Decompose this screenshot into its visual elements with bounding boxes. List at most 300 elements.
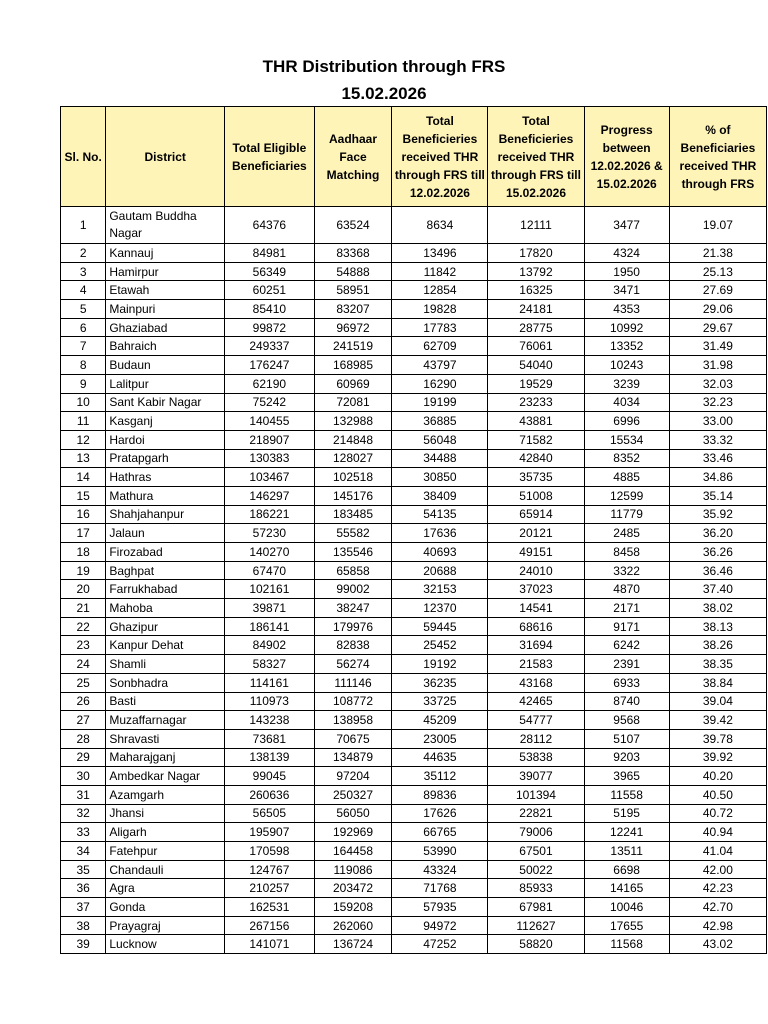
cell-total-eligible: 186221	[225, 505, 315, 524]
col-header-sl-no: Sl. No.	[61, 107, 106, 207]
cell-till-15-02: 31694	[488, 636, 584, 655]
cell-sl-no: 5	[61, 300, 106, 319]
cell-aadhaar: 82838	[314, 636, 392, 655]
cell-total-eligible: 170598	[225, 842, 315, 861]
cell-percent: 39.78	[669, 729, 766, 748]
cell-district: Hardoi	[106, 430, 225, 449]
cell-sl-no: 26	[61, 692, 106, 711]
cell-district: Budaun	[106, 356, 225, 375]
cell-sl-no: 14	[61, 468, 106, 487]
cell-total-eligible: 267156	[225, 916, 315, 935]
cell-sl-no: 20	[61, 580, 106, 599]
cell-sl-no: 4	[61, 281, 106, 300]
cell-sl-no: 23	[61, 636, 106, 655]
cell-till-15-02: 28112	[488, 729, 584, 748]
cell-aadhaar: 56274	[314, 655, 392, 674]
cell-sl-no: 22	[61, 617, 106, 636]
cell-district: Prayagraj	[106, 916, 225, 935]
cell-total-eligible: 73681	[225, 729, 315, 748]
cell-aadhaar: 136724	[314, 935, 392, 954]
cell-progress: 4353	[584, 300, 669, 319]
cell-aadhaar: 97204	[314, 767, 392, 786]
cell-total-eligible: 124767	[225, 860, 315, 879]
cell-till-12-02: 13496	[392, 244, 488, 263]
cell-total-eligible: 114161	[225, 673, 315, 692]
cell-till-15-02: 71582	[488, 430, 584, 449]
cell-total-eligible: 210257	[225, 879, 315, 898]
cell-district: Hathras	[106, 468, 225, 487]
cell-percent: 36.26	[669, 543, 766, 562]
cell-aadhaar: 262060	[314, 916, 392, 935]
cell-district: Gautam Buddha Nagar	[106, 207, 225, 244]
cell-progress: 13352	[584, 337, 669, 356]
cell-aadhaar: 65858	[314, 561, 392, 580]
cell-aadhaar: 128027	[314, 449, 392, 468]
cell-aadhaar: 38247	[314, 599, 392, 618]
cell-district: Jhansi	[106, 804, 225, 823]
cell-till-12-02: 43797	[392, 356, 488, 375]
cell-till-15-02: 49151	[488, 543, 584, 562]
cell-district: Ghazipur	[106, 617, 225, 636]
cell-till-12-02: 12854	[392, 281, 488, 300]
cell-till-12-02: 33725	[392, 692, 488, 711]
table-row	[61, 935, 767, 954]
cell-district: Maharajganj	[106, 748, 225, 767]
cell-till-15-02: 42840	[488, 449, 584, 468]
col-header-aadhaar-face-matching: Aadhaar Face Matching	[314, 107, 392, 207]
cell-till-15-02: 68616	[488, 617, 584, 636]
cell-till-12-02: 94972	[392, 916, 488, 935]
cell-till-12-02: 53990	[392, 842, 488, 861]
cell-till-15-02: 17820	[488, 244, 584, 263]
cell-district: Azamgarh	[106, 785, 225, 804]
cell-progress: 8352	[584, 449, 669, 468]
cell-district: Kasganj	[106, 412, 225, 431]
table-row	[61, 505, 767, 524]
cell-percent: 36.20	[669, 524, 766, 543]
cell-aadhaar: 119086	[314, 860, 392, 879]
cell-sl-no: 25	[61, 673, 106, 692]
table-row	[61, 580, 767, 599]
cell-sl-no: 32	[61, 804, 106, 823]
cell-aadhaar: 203472	[314, 879, 392, 898]
cell-till-15-02: 65914	[488, 505, 584, 524]
cell-total-eligible: 58327	[225, 655, 315, 674]
cell-progress: 2485	[584, 524, 669, 543]
cell-percent: 38.84	[669, 673, 766, 692]
cell-sl-no: 10	[61, 393, 106, 412]
cell-sl-no: 21	[61, 599, 106, 618]
cell-progress: 11558	[584, 785, 669, 804]
cell-sl-no: 37	[61, 898, 106, 917]
cell-total-eligible: 60251	[225, 281, 315, 300]
cell-percent: 42.00	[669, 860, 766, 879]
cell-percent: 35.92	[669, 505, 766, 524]
cell-total-eligible: 260636	[225, 785, 315, 804]
cell-till-15-02: 79006	[488, 823, 584, 842]
col-header-till-12-02: Total Beneficieries received THR through FRS till 12.02.2026	[392, 107, 488, 207]
cell-till-15-02: 42465	[488, 692, 584, 711]
cell-sl-no: 16	[61, 505, 106, 524]
cell-progress: 14165	[584, 879, 669, 898]
cell-progress: 2391	[584, 655, 669, 674]
col-header-till-15-02: Total Beneficieries received THR through FRS till 15.02.2026	[488, 107, 584, 207]
cell-percent: 37.40	[669, 580, 766, 599]
cell-sl-no: 33	[61, 823, 106, 842]
cell-sl-no: 13	[61, 449, 106, 468]
cell-sl-no: 18	[61, 543, 106, 562]
cell-till-12-02: 59445	[392, 617, 488, 636]
cell-percent: 32.23	[669, 393, 766, 412]
cell-till-12-02: 25452	[392, 636, 488, 655]
cell-percent: 27.69	[669, 281, 766, 300]
cell-till-12-02: 36885	[392, 412, 488, 431]
cell-progress: 4870	[584, 580, 669, 599]
table-row	[61, 244, 767, 263]
cell-district: Bahraich	[106, 337, 225, 356]
cell-aadhaar: 58951	[314, 281, 392, 300]
cell-till-15-02: 14541	[488, 599, 584, 618]
cell-till-12-02: 19199	[392, 393, 488, 412]
cell-progress: 6996	[584, 412, 669, 431]
cell-progress: 6242	[584, 636, 669, 655]
cell-till-15-02: 50022	[488, 860, 584, 879]
cell-aadhaar: 132988	[314, 412, 392, 431]
table-row	[61, 916, 767, 935]
cell-district: Chandauli	[106, 860, 225, 879]
cell-total-eligible: 67470	[225, 561, 315, 580]
cell-total-eligible: 84902	[225, 636, 315, 655]
cell-till-12-02: 23005	[392, 729, 488, 748]
cell-till-12-02: 34488	[392, 449, 488, 468]
cell-percent: 41.04	[669, 842, 766, 861]
cell-till-15-02: 76061	[488, 337, 584, 356]
table-row	[61, 300, 767, 319]
cell-till-15-02: 20121	[488, 524, 584, 543]
cell-progress: 10992	[584, 318, 669, 337]
cell-aadhaar: 63524	[314, 207, 392, 244]
cell-aadhaar: 159208	[314, 898, 392, 917]
cell-sl-no: 39	[61, 935, 106, 954]
cell-till-12-02: 17783	[392, 318, 488, 337]
cell-percent: 42.98	[669, 916, 766, 935]
table-row	[61, 711, 767, 730]
cell-district: Kannauj	[106, 244, 225, 263]
table-row	[61, 617, 767, 636]
cell-sl-no: 38	[61, 916, 106, 935]
cell-aadhaar: 102518	[314, 468, 392, 487]
cell-district: Gonda	[106, 898, 225, 917]
cell-district: Sant Kabir Nagar	[106, 393, 225, 412]
cell-total-eligible: 62190	[225, 374, 315, 393]
cell-progress: 3477	[584, 207, 669, 244]
cell-percent: 38.13	[669, 617, 766, 636]
cell-progress: 11568	[584, 935, 669, 954]
cell-till-12-02: 35112	[392, 767, 488, 786]
cell-aadhaar: 192969	[314, 823, 392, 842]
cell-till-12-02: 89836	[392, 785, 488, 804]
cell-till-15-02: 21583	[488, 655, 584, 674]
cell-progress: 4885	[584, 468, 669, 487]
cell-till-15-02: 43168	[488, 673, 584, 692]
thr-distribution-table	[60, 106, 767, 954]
cell-district: Pratapgarh	[106, 449, 225, 468]
col-header-progress: Progress between 12.02.2026 & 15.02.2026	[584, 107, 669, 207]
cell-till-15-02: 22821	[488, 804, 584, 823]
cell-district: Shahjahanpur	[106, 505, 225, 524]
cell-percent: 39.04	[669, 692, 766, 711]
cell-till-15-02: 43881	[488, 412, 584, 431]
header-row	[61, 107, 767, 207]
cell-district: Farrukhabad	[106, 580, 225, 599]
cell-till-12-02: 47252	[392, 935, 488, 954]
cell-total-eligible: 138139	[225, 748, 315, 767]
cell-progress: 6698	[584, 860, 669, 879]
cell-till-12-02: 19828	[392, 300, 488, 319]
cell-progress: 15534	[584, 430, 669, 449]
cell-progress: 5107	[584, 729, 669, 748]
table-row	[61, 543, 767, 562]
cell-progress: 17655	[584, 916, 669, 935]
cell-total-eligible: 162531	[225, 898, 315, 917]
cell-district: Mahoba	[106, 599, 225, 618]
cell-total-eligible: 99872	[225, 318, 315, 337]
cell-total-eligible: 140270	[225, 543, 315, 562]
cell-progress: 3239	[584, 374, 669, 393]
cell-aadhaar: 70675	[314, 729, 392, 748]
cell-sl-no: 30	[61, 767, 106, 786]
cell-till-12-02: 62709	[392, 337, 488, 356]
cell-till-15-02: 37023	[488, 580, 584, 599]
cell-percent: 25.13	[669, 262, 766, 281]
cell-total-eligible: 103467	[225, 468, 315, 487]
cell-aadhaar: 111146	[314, 673, 392, 692]
table-row	[61, 561, 767, 580]
cell-progress: 3322	[584, 561, 669, 580]
table-row	[61, 468, 767, 487]
cell-total-eligible: 57230	[225, 524, 315, 543]
cell-district: Ambedkar Nagar	[106, 767, 225, 786]
cell-till-12-02: 36235	[392, 673, 488, 692]
cell-till-12-02: 66765	[392, 823, 488, 842]
report-title: THR Distribution through FRS	[262, 57, 506, 76]
cell-district: Ghaziabad	[106, 318, 225, 337]
cell-district: Mainpuri	[106, 300, 225, 319]
report-date: 15.02.2026	[341, 84, 427, 103]
cell-till-15-02: 28775	[488, 318, 584, 337]
cell-till-12-02: 44635	[392, 748, 488, 767]
cell-till-15-02: 67981	[488, 898, 584, 917]
table-body	[61, 207, 767, 954]
table-row	[61, 337, 767, 356]
cell-aadhaar: 214848	[314, 430, 392, 449]
cell-till-15-02: 85933	[488, 879, 584, 898]
cell-till-15-02: 101394	[488, 785, 584, 804]
cell-sl-no: 27	[61, 711, 106, 730]
cell-till-12-02: 43324	[392, 860, 488, 879]
cell-till-15-02: 53838	[488, 748, 584, 767]
cell-percent: 21.38	[669, 244, 766, 263]
cell-percent: 35.14	[669, 486, 766, 505]
cell-progress: 2171	[584, 599, 669, 618]
cell-district: Mathura	[106, 486, 225, 505]
table-row	[61, 430, 767, 449]
cell-total-eligible: 195907	[225, 823, 315, 842]
table-row	[61, 655, 767, 674]
cell-till-12-02: 11842	[392, 262, 488, 281]
cell-total-eligible: 218907	[225, 430, 315, 449]
cell-till-12-02: 57935	[392, 898, 488, 917]
cell-sl-no: 29	[61, 748, 106, 767]
cell-progress: 12599	[584, 486, 669, 505]
table-row	[61, 262, 767, 281]
cell-district: Kanpur Dehat	[106, 636, 225, 655]
table-row	[61, 898, 767, 917]
cell-total-eligible: 140455	[225, 412, 315, 431]
cell-aadhaar: 96972	[314, 318, 392, 337]
cell-progress: 3965	[584, 767, 669, 786]
cell-till-15-02: 23233	[488, 393, 584, 412]
cell-district: Muzaffarnagar	[106, 711, 225, 730]
cell-percent: 33.46	[669, 449, 766, 468]
cell-progress: 6933	[584, 673, 669, 692]
cell-sl-no: 34	[61, 842, 106, 861]
cell-sl-no: 17	[61, 524, 106, 543]
cell-progress: 9171	[584, 617, 669, 636]
table-row	[61, 207, 767, 244]
cell-district: Etawah	[106, 281, 225, 300]
cell-sl-no: 3	[61, 262, 106, 281]
cell-till-12-02: 8634	[392, 207, 488, 244]
table-row	[61, 785, 767, 804]
cell-progress: 11779	[584, 505, 669, 524]
cell-till-12-02: 32153	[392, 580, 488, 599]
col-header-district: District	[106, 107, 225, 207]
cell-progress: 8740	[584, 692, 669, 711]
cell-percent: 19.07	[669, 207, 766, 244]
cell-aadhaar: 168985	[314, 356, 392, 375]
cell-total-eligible: 85410	[225, 300, 315, 319]
cell-percent: 31.49	[669, 337, 766, 356]
cell-percent: 38.26	[669, 636, 766, 655]
cell-total-eligible: 249337	[225, 337, 315, 356]
cell-progress: 4034	[584, 393, 669, 412]
table-row	[61, 374, 767, 393]
cell-sl-no: 6	[61, 318, 106, 337]
table-row	[61, 636, 767, 655]
cell-aadhaar: 60969	[314, 374, 392, 393]
table-row	[61, 767, 767, 786]
cell-district: Firozabad	[106, 543, 225, 562]
cell-percent: 29.06	[669, 300, 766, 319]
cell-progress: 12241	[584, 823, 669, 842]
cell-till-15-02: 39077	[488, 767, 584, 786]
cell-progress: 9568	[584, 711, 669, 730]
cell-sl-no: 28	[61, 729, 106, 748]
table-row	[61, 673, 767, 692]
cell-sl-no: 24	[61, 655, 106, 674]
cell-total-eligible: 110973	[225, 692, 315, 711]
cell-aadhaar: 83368	[314, 244, 392, 263]
cell-aadhaar: 83207	[314, 300, 392, 319]
cell-total-eligible: 102161	[225, 580, 315, 599]
cell-percent: 36.46	[669, 561, 766, 580]
cell-district: Fatehpur	[106, 842, 225, 861]
cell-total-eligible: 75242	[225, 393, 315, 412]
cell-progress: 8458	[584, 543, 669, 562]
cell-sl-no: 35	[61, 860, 106, 879]
cell-total-eligible: 84981	[225, 244, 315, 263]
cell-district: Shamli	[106, 655, 225, 674]
cell-aadhaar: 145176	[314, 486, 392, 505]
cell-district: Agra	[106, 879, 225, 898]
cell-till-15-02: 112627	[488, 916, 584, 935]
cell-district: Jalaun	[106, 524, 225, 543]
cell-till-15-02: 67501	[488, 842, 584, 861]
cell-percent: 33.32	[669, 430, 766, 449]
cell-aadhaar: 250327	[314, 785, 392, 804]
cell-total-eligible: 130383	[225, 449, 315, 468]
cell-total-eligible: 176247	[225, 356, 315, 375]
cell-percent: 32.03	[669, 374, 766, 393]
cell-till-12-02: 19192	[392, 655, 488, 674]
cell-till-15-02: 19529	[488, 374, 584, 393]
cell-till-15-02: 13792	[488, 262, 584, 281]
cell-sl-no: 19	[61, 561, 106, 580]
cell-till-12-02: 45209	[392, 711, 488, 730]
table-row	[61, 823, 767, 842]
cell-sl-no: 12	[61, 430, 106, 449]
cell-total-eligible: 99045	[225, 767, 315, 786]
cell-sl-no: 15	[61, 486, 106, 505]
cell-percent: 42.23	[669, 879, 766, 898]
cell-district: Lalitpur	[106, 374, 225, 393]
cell-total-eligible: 146297	[225, 486, 315, 505]
cell-till-12-02: 38409	[392, 486, 488, 505]
table-row	[61, 412, 767, 431]
cell-till-12-02: 17636	[392, 524, 488, 543]
cell-total-eligible: 39871	[225, 599, 315, 618]
cell-till-15-02: 35735	[488, 468, 584, 487]
cell-till-15-02: 24010	[488, 561, 584, 580]
cell-district: Shravasti	[106, 729, 225, 748]
cell-progress: 1950	[584, 262, 669, 281]
cell-till-15-02: 54777	[488, 711, 584, 730]
cell-till-12-02: 30850	[392, 468, 488, 487]
cell-aadhaar: 179976	[314, 617, 392, 636]
cell-till-15-02: 54040	[488, 356, 584, 375]
cell-till-15-02: 24181	[488, 300, 584, 319]
cell-total-eligible: 64376	[225, 207, 315, 244]
table-row	[61, 692, 767, 711]
cell-aadhaar: 108772	[314, 692, 392, 711]
table-row	[61, 281, 767, 300]
table-row	[61, 599, 767, 618]
cell-percent: 40.20	[669, 767, 766, 786]
cell-aadhaar: 54888	[314, 262, 392, 281]
cell-till-12-02: 40693	[392, 543, 488, 562]
cell-till-15-02: 51008	[488, 486, 584, 505]
table-row	[61, 748, 767, 767]
col-header-total-eligible: Total Eligible Beneficiaries	[225, 107, 315, 207]
table-row	[61, 804, 767, 823]
cell-aadhaar: 241519	[314, 337, 392, 356]
cell-progress: 13511	[584, 842, 669, 861]
cell-till-15-02: 58820	[488, 935, 584, 954]
cell-percent: 33.00	[669, 412, 766, 431]
cell-till-15-02: 16325	[488, 281, 584, 300]
cell-till-15-02: 12111	[488, 207, 584, 244]
